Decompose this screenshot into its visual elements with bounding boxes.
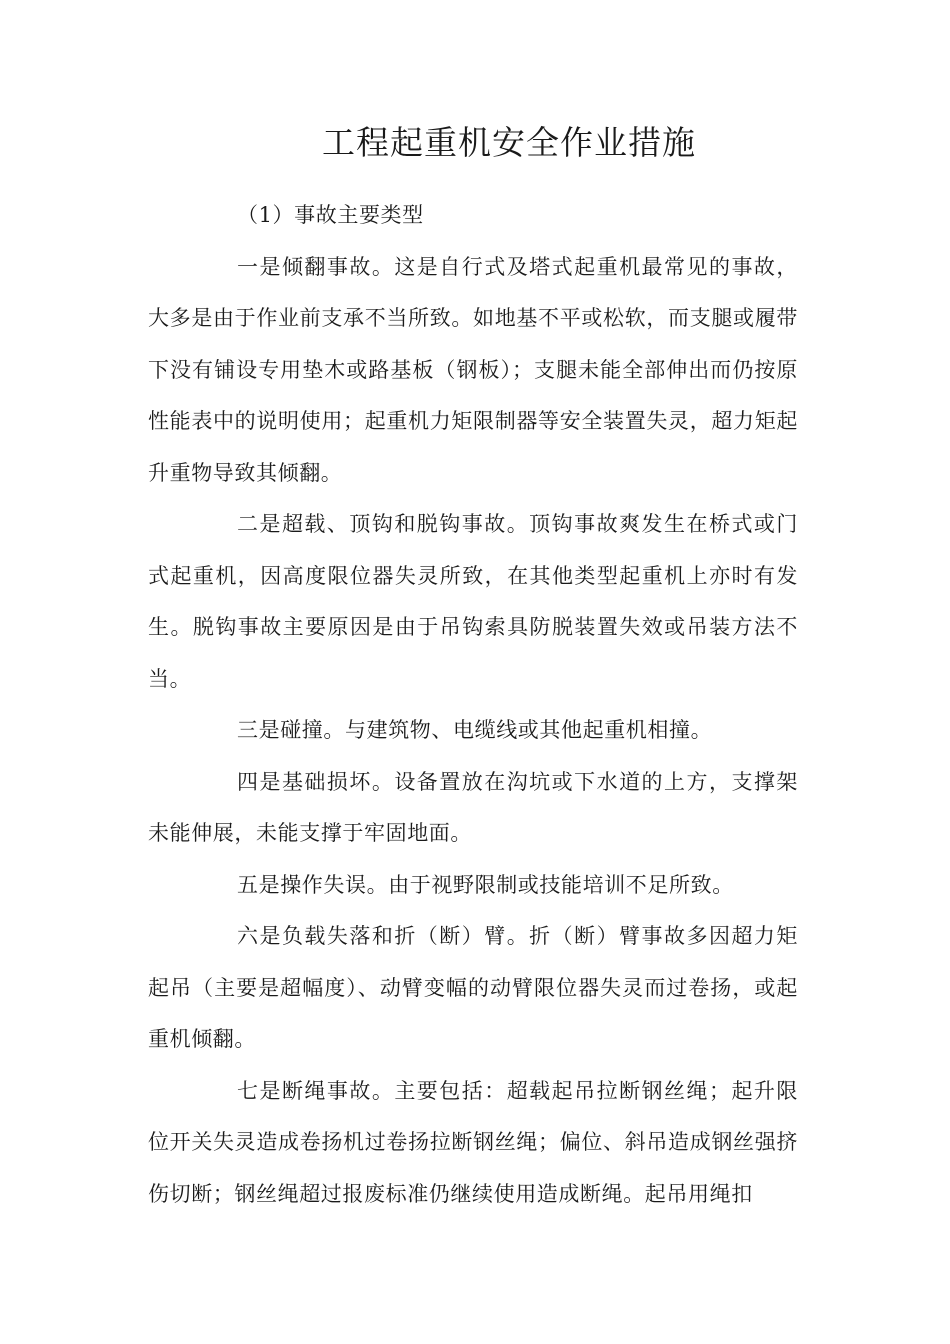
paragraph-operation-error: 五是操作失误。由于视野限制或技能培训不足所致。 <box>237 872 734 897</box>
paragraph-overload-hook: 二是超载、顶钩和脱钩事故。顶钩事故爽发生在桥式或门式起重机，因高度限位器失灵所致，在其他类型起重机上亦时有发生。脱钩事故主要原因是由于吊钩索具防脱装置失效或吊装方法不当。 <box>148 512 798 691</box>
paragraph-load-drop-boom: 六是负载失落和折（断）臂。折（断）臂事故多因超力矩起吊（主要是超幅度）、动臂变幅的动臂限位器失灵而过卷扬，或起重机倾翻。 <box>148 924 798 1051</box>
paragraph-foundation: 四是基础损坏。设备置放在沟坑或下水道的上方，支撑架未能伸展，未能支撑于牢固地面。 <box>148 769 798 845</box>
section-heading: （1）事故主要类型 <box>237 203 424 227</box>
document-title: 工程起重机安全作业措施 <box>322 123 696 162</box>
paragraph-collision: 三是碰撞。与建筑物、电缆线或其他起重机相撞。 <box>237 718 713 742</box>
paragraph-rope-break: 七是断绳事故。主要包括：超载起吊拉断钢丝绳；起升限位开关失灵造成卷扬机过卷扬拉断钢丝绳；偏位、斜吊造成钢丝强挤伤切断；钢丝绳超过报废标准仍继续使用造成断绳。起吊用绳扣 <box>148 1078 798 1206</box>
paragraph-overturn: 一是倾翻事故。这是自行式及塔式起重机最常见的事故，大多是由于作业前支承不当所致。如地基不平或松软，而支腿或履带下没有铺设专用垫木或路基板（钢板）；支腿未能全部伸出而仍按原性能表中的说明使用；起重机力矩限制器等安全装置失灵，超力矩起升重物导致其倾翻。 <box>148 254 798 485</box>
document-body <box>148 190 798 1220</box>
